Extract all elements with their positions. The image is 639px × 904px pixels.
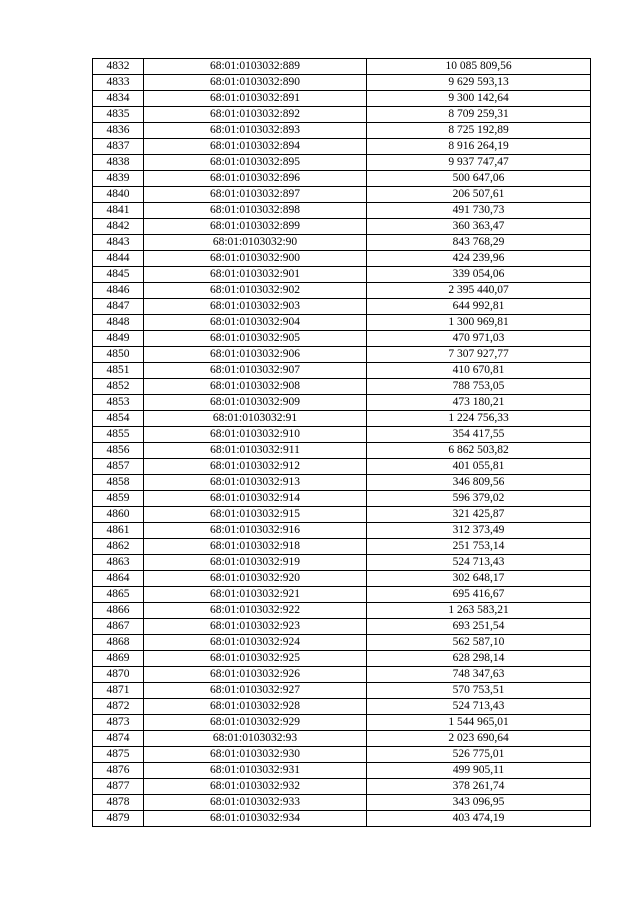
table-row — [93, 315, 591, 331]
value-cell: 354 417,55 — [367, 427, 591, 443]
table-row — [93, 187, 591, 203]
value-cell: 500 647,06 — [367, 171, 591, 187]
row-number-cell: 4854 — [93, 411, 144, 427]
cadastral-number-cell: 68:01:0103032:934 — [144, 811, 367, 827]
cadastral-number-cell: 68:01:0103032:91 — [144, 411, 367, 427]
row-number-cell: 4852 — [93, 379, 144, 395]
table-row — [93, 155, 591, 171]
row-number-cell: 4866 — [93, 603, 144, 619]
table-row — [93, 795, 591, 811]
table-body — [93, 59, 591, 827]
cadastral-number-cell: 68:01:0103032:898 — [144, 203, 367, 219]
row-number-cell: 4835 — [93, 107, 144, 123]
value-cell: 2 395 440,07 — [367, 283, 591, 299]
cadastral-number-cell: 68:01:0103032:905 — [144, 331, 367, 347]
value-cell: 6 862 503,82 — [367, 443, 591, 459]
value-cell: 526 775,01 — [367, 747, 591, 763]
table-row — [93, 395, 591, 411]
cadastral-number-cell: 68:01:0103032:931 — [144, 763, 367, 779]
value-cell: 1 224 756,33 — [367, 411, 591, 427]
table-row — [93, 683, 591, 699]
table-row — [93, 171, 591, 187]
table-row — [93, 811, 591, 827]
row-number-cell: 4869 — [93, 651, 144, 667]
table-row — [93, 747, 591, 763]
row-number-cell: 4860 — [93, 507, 144, 523]
value-cell: 302 648,17 — [367, 571, 591, 587]
cadastral-number-cell: 68:01:0103032:889 — [144, 59, 367, 75]
value-cell: 1 300 969,81 — [367, 315, 591, 331]
row-number-cell: 4867 — [93, 619, 144, 635]
cadastral-number-cell: 68:01:0103032:925 — [144, 651, 367, 667]
cadastral-number-cell: 68:01:0103032:919 — [144, 555, 367, 571]
cadastral-number-cell: 68:01:0103032:920 — [144, 571, 367, 587]
row-number-cell: 4834 — [93, 91, 144, 107]
table-row — [93, 491, 591, 507]
value-cell: 693 251,54 — [367, 619, 591, 635]
cadastral-number-cell: 68:01:0103032:930 — [144, 747, 367, 763]
row-number-cell: 4847 — [93, 299, 144, 315]
row-number-cell: 4840 — [93, 187, 144, 203]
table-row — [93, 75, 591, 91]
value-cell: 346 809,56 — [367, 475, 591, 491]
table-row — [93, 283, 591, 299]
table-row — [93, 267, 591, 283]
cadastral-number-cell: 68:01:0103032:912 — [144, 459, 367, 475]
cadastral-number-cell: 68:01:0103032:916 — [144, 523, 367, 539]
row-number-cell: 4842 — [93, 219, 144, 235]
table-row — [93, 219, 591, 235]
value-cell: 424 239,96 — [367, 251, 591, 267]
table-row — [93, 603, 591, 619]
table-row — [93, 411, 591, 427]
cadastral-number-cell: 68:01:0103032:926 — [144, 667, 367, 683]
value-cell: 1 544 965,01 — [367, 715, 591, 731]
value-cell: 843 768,29 — [367, 235, 591, 251]
row-number-cell: 4870 — [93, 667, 144, 683]
row-number-cell: 4837 — [93, 139, 144, 155]
value-cell: 524 713,43 — [367, 555, 591, 571]
table-row — [93, 507, 591, 523]
row-number-cell: 4849 — [93, 331, 144, 347]
row-number-cell: 4861 — [93, 523, 144, 539]
row-number-cell: 4857 — [93, 459, 144, 475]
value-cell: 401 055,81 — [367, 459, 591, 475]
value-cell: 8 725 192,89 — [367, 123, 591, 139]
row-number-cell: 4872 — [93, 699, 144, 715]
value-cell: 628 298,14 — [367, 651, 591, 667]
row-number-cell: 4862 — [93, 539, 144, 555]
value-cell: 788 753,05 — [367, 379, 591, 395]
table-row — [93, 619, 591, 635]
row-number-cell: 4846 — [93, 283, 144, 299]
value-cell: 2 023 690,64 — [367, 731, 591, 747]
value-cell: 748 347,63 — [367, 667, 591, 683]
row-number-cell: 4877 — [93, 779, 144, 795]
value-cell: 8 916 264,19 — [367, 139, 591, 155]
cadastral-value-table — [92, 58, 591, 827]
value-cell: 644 992,81 — [367, 299, 591, 315]
cadastral-number-cell: 68:01:0103032:893 — [144, 123, 367, 139]
table-row — [93, 331, 591, 347]
cadastral-number-cell: 68:01:0103032:913 — [144, 475, 367, 491]
table-row — [93, 363, 591, 379]
cadastral-number-cell: 68:01:0103032:933 — [144, 795, 367, 811]
cadastral-number-cell: 68:01:0103032:903 — [144, 299, 367, 315]
row-number-cell: 4844 — [93, 251, 144, 267]
cadastral-number-cell: 68:01:0103032:910 — [144, 427, 367, 443]
value-cell: 378 261,74 — [367, 779, 591, 795]
value-cell: 360 363,47 — [367, 219, 591, 235]
table-row — [93, 587, 591, 603]
value-cell: 524 713,43 — [367, 699, 591, 715]
row-number-cell: 4832 — [93, 59, 144, 75]
row-number-cell: 4855 — [93, 427, 144, 443]
table-row — [93, 235, 591, 251]
value-cell: 9 937 747,47 — [367, 155, 591, 171]
cadastral-number-cell: 68:01:0103032:890 — [144, 75, 367, 91]
value-cell: 499 905,11 — [367, 763, 591, 779]
table-row — [93, 715, 591, 731]
cadastral-number-cell: 68:01:0103032:899 — [144, 219, 367, 235]
value-cell: 8 709 259,31 — [367, 107, 591, 123]
row-number-cell: 4833 — [93, 75, 144, 91]
table-row — [93, 539, 591, 555]
value-cell: 7 307 927,77 — [367, 347, 591, 363]
table-row — [93, 779, 591, 795]
row-number-cell: 4856 — [93, 443, 144, 459]
cadastral-number-cell: 68:01:0103032:909 — [144, 395, 367, 411]
row-number-cell: 4858 — [93, 475, 144, 491]
table-row — [93, 427, 591, 443]
table-row — [93, 107, 591, 123]
row-number-cell: 4859 — [93, 491, 144, 507]
row-number-cell: 4841 — [93, 203, 144, 219]
cadastral-number-cell: 68:01:0103032:906 — [144, 347, 367, 363]
row-number-cell: 4874 — [93, 731, 144, 747]
cadastral-number-cell: 68:01:0103032:904 — [144, 315, 367, 331]
row-number-cell: 4836 — [93, 123, 144, 139]
row-number-cell: 4868 — [93, 635, 144, 651]
cadastral-number-cell: 68:01:0103032:902 — [144, 283, 367, 299]
value-cell: 10 085 809,56 — [367, 59, 591, 75]
table-row — [93, 459, 591, 475]
row-number-cell: 4875 — [93, 747, 144, 763]
cadastral-number-cell: 68:01:0103032:918 — [144, 539, 367, 555]
cadastral-number-cell: 68:01:0103032:93 — [144, 731, 367, 747]
row-number-cell: 4873 — [93, 715, 144, 731]
table-row — [93, 699, 591, 715]
table-row — [93, 635, 591, 651]
value-cell: 562 587,10 — [367, 635, 591, 651]
cadastral-number-cell: 68:01:0103032:911 — [144, 443, 367, 459]
value-cell: 9 300 142,64 — [367, 91, 591, 107]
cadastral-number-cell: 68:01:0103032:892 — [144, 107, 367, 123]
row-number-cell: 4871 — [93, 683, 144, 699]
cadastral-number-cell: 68:01:0103032:896 — [144, 171, 367, 187]
value-cell: 9 629 593,13 — [367, 75, 591, 91]
table-row — [93, 571, 591, 587]
cadastral-number-cell: 68:01:0103032:923 — [144, 619, 367, 635]
row-number-cell: 4850 — [93, 347, 144, 363]
table-row — [93, 139, 591, 155]
value-cell: 339 054,06 — [367, 267, 591, 283]
row-number-cell: 4838 — [93, 155, 144, 171]
value-cell: 343 096,95 — [367, 795, 591, 811]
table-row — [93, 347, 591, 363]
cadastral-number-cell: 68:01:0103032:924 — [144, 635, 367, 651]
table-row — [93, 59, 591, 75]
cadastral-number-cell: 68:01:0103032:927 — [144, 683, 367, 699]
table-row — [93, 731, 591, 747]
table-row — [93, 763, 591, 779]
table-row — [93, 123, 591, 139]
cadastral-number-cell: 68:01:0103032:915 — [144, 507, 367, 523]
cadastral-number-cell: 68:01:0103032:901 — [144, 267, 367, 283]
value-cell: 410 670,81 — [367, 363, 591, 379]
row-number-cell: 4853 — [93, 395, 144, 411]
cadastral-number-cell: 68:01:0103032:900 — [144, 251, 367, 267]
table-row — [93, 299, 591, 315]
value-cell: 403 474,19 — [367, 811, 591, 827]
cadastral-number-cell: 68:01:0103032:929 — [144, 715, 367, 731]
value-cell: 1 263 583,21 — [367, 603, 591, 619]
table-row — [93, 443, 591, 459]
row-number-cell: 4878 — [93, 795, 144, 811]
value-cell: 570 753,51 — [367, 683, 591, 699]
value-cell: 251 753,14 — [367, 539, 591, 555]
table-row — [93, 251, 591, 267]
table-row — [93, 379, 591, 395]
table-row — [93, 523, 591, 539]
table-row — [93, 203, 591, 219]
cadastral-number-cell: 68:01:0103032:897 — [144, 187, 367, 203]
cadastral-number-cell: 68:01:0103032:895 — [144, 155, 367, 171]
cadastral-number-cell: 68:01:0103032:894 — [144, 139, 367, 155]
row-number-cell: 4864 — [93, 571, 144, 587]
row-number-cell: 4879 — [93, 811, 144, 827]
cadastral-number-cell: 68:01:0103032:914 — [144, 491, 367, 507]
cadastral-number-cell: 68:01:0103032:907 — [144, 363, 367, 379]
table-row — [93, 91, 591, 107]
cadastral-number-cell: 68:01:0103032:932 — [144, 779, 367, 795]
cadastral-number-cell: 68:01:0103032:90 — [144, 235, 367, 251]
table-row — [93, 667, 591, 683]
cadastral-number-cell: 68:01:0103032:908 — [144, 379, 367, 395]
value-cell: 695 416,67 — [367, 587, 591, 603]
cadastral-number-cell: 68:01:0103032:921 — [144, 587, 367, 603]
row-number-cell: 4865 — [93, 587, 144, 603]
row-number-cell: 4843 — [93, 235, 144, 251]
row-number-cell: 4876 — [93, 763, 144, 779]
value-cell: 206 507,61 — [367, 187, 591, 203]
table-row — [93, 651, 591, 667]
row-number-cell: 4839 — [93, 171, 144, 187]
table-row — [93, 555, 591, 571]
cadastral-number-cell: 68:01:0103032:928 — [144, 699, 367, 715]
row-number-cell: 4863 — [93, 555, 144, 571]
row-number-cell: 4851 — [93, 363, 144, 379]
row-number-cell: 4845 — [93, 267, 144, 283]
value-cell: 321 425,87 — [367, 507, 591, 523]
value-cell: 470 971,03 — [367, 331, 591, 347]
table-row — [93, 475, 591, 491]
cadastral-number-cell: 68:01:0103032:891 — [144, 91, 367, 107]
value-cell: 491 730,73 — [367, 203, 591, 219]
value-cell: 312 373,49 — [367, 523, 591, 539]
value-cell: 473 180,21 — [367, 395, 591, 411]
row-number-cell: 4848 — [93, 315, 144, 331]
cadastral-number-cell: 68:01:0103032:922 — [144, 603, 367, 619]
value-cell: 596 379,02 — [367, 491, 591, 507]
